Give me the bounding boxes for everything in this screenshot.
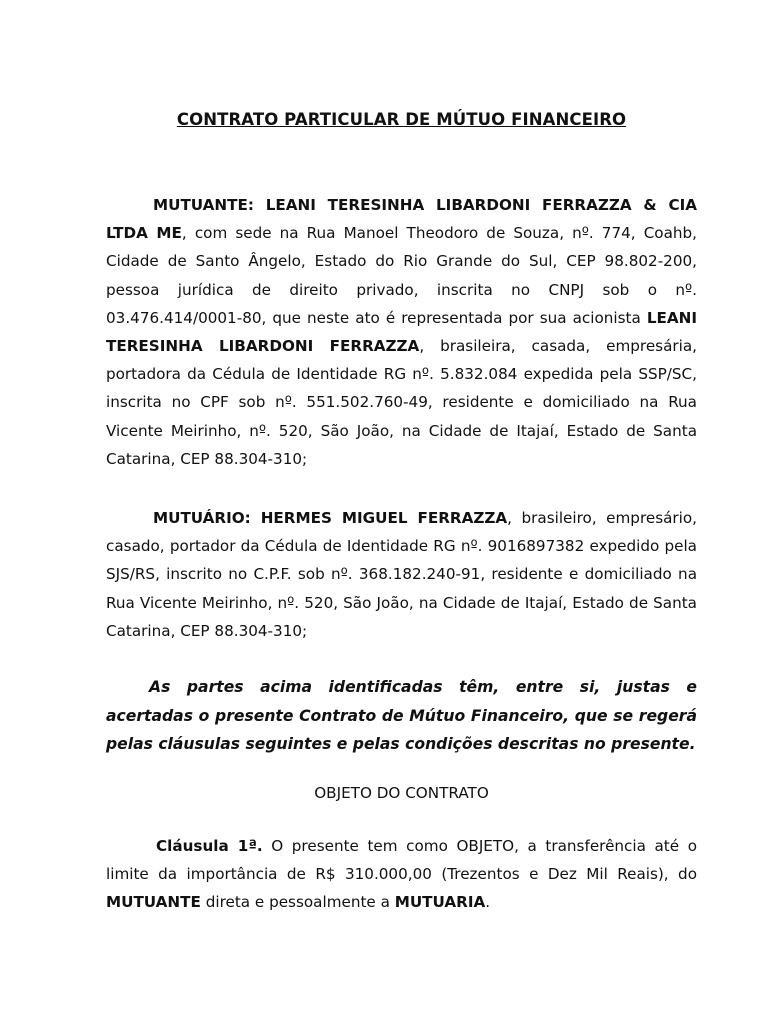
mutuario-paragraph [106,504,697,645]
clausula-1-text-2: direta e pessoalmente a [200,893,395,912]
mutuante-label: MUTUANTE: LEANI TERESINHA LIBARDONI FERRAZZA & CIA LTDA ME [106,196,697,243]
section-title: OBJETO DO CONTRATO [314,784,489,802]
mutuante-paragraph [106,191,697,473]
clausula-1-paragraph [106,832,697,917]
mutuario-label: MUTUÁRIO: HERMES MIGUEL FERRAZZA [153,509,508,527]
document-title: CONTRATO PARTICULAR DE MÚTUO FINANCEIRO [176,110,627,129]
clausula-1-text-1: O presente tem como OBJETO, a transferência até o limite da importância de R$ 310.000,00 (Trezentos e Dez Mil Reais), do [106,837,697,884]
mutuante-text-1: , com sede na Rua Manoel Theodoro de Souza, nº. 774, Coahb, Cidade de Santo Ângelo, Estado do Rio Grande do Sul, CEP 98.802-200, pessoa jurídica de direito privado, inscrita no CNPJ sob o nº. 03.476.414/0001-80, que neste ato é representada por sua acionista [106,224,697,327]
mutuante-representative: LEANI TERESINHA LIBARDONI FERRAZZA [106,308,697,356]
clausula-1-label: Cláusula 1ª. [156,837,263,855]
mutuario-text: , brasileiro, empresário, casado, portador da Cédula de Identidade RG nº. 9016897382 expedido pela SJS/RS, inscrito no C.P.F. sob nº. 368.182.240-91, residente e domiciliado na Rua Vicente Meirinho, nº. 520, São João, na Cidade de Itajaí, Estado de Santa Catarina, CEP 88.304-310; [106,509,697,640]
clausula-1-mutuante: MUTUANTE [106,893,201,912]
partes-paragraph: As partes acima identificadas têm, entre si, justas e acertadas o presente Contrato de Mútuo Financeiro, que se regerá pelas cláusulas seguintes e pelas condições descritas no presente. [106,678,697,753]
clausula-1-mutuaria: MUTUARIA [394,893,486,912]
clausula-1-text-3: . [485,893,491,912]
mutuante-text-2: , brasileira, casada, empresária, portadora da Cédula de Identidade RG nº. 5.832.084 expedida pela SSP/SC, inscrita no CPF sob nº. 551.502.760-49, residente e domiciliado na Rua Vicente Meirinho, nº. 520, São João, na Cidade de Itajaí, Estado de Santa Catarina, CEP 88.304-310; [106,337,697,468]
